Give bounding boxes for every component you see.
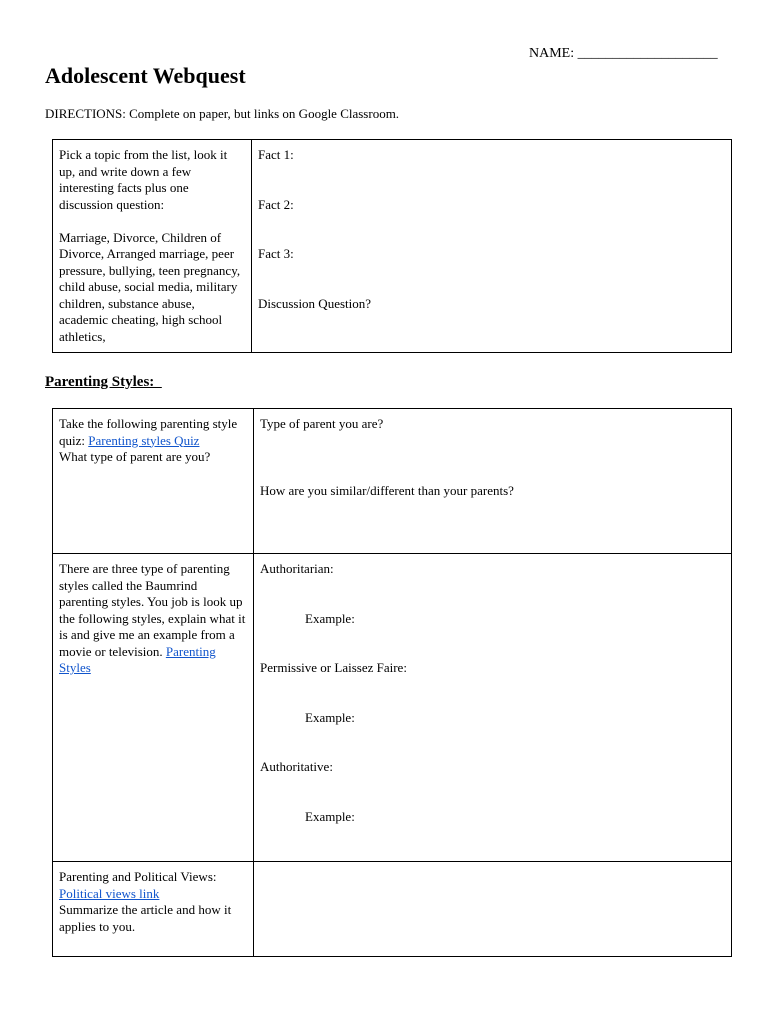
permissive-label: Permissive or Laissez Faire: [260,660,407,675]
fact-1-label: Fact 1: [258,147,294,162]
authoritarian-label: Authoritarian: [260,561,334,576]
political-instructions-cell [53,862,254,957]
type-of-parent-label: Type of parent you are? [260,416,384,431]
fact-2-label: Fact 2: [258,196,294,212]
topics-instructions: Pick a topic from the list, look it up, and write down a few interesting facts plus one discussion question: [59,147,228,212]
similar-different-label: How are you similar/different than your parents? [260,482,514,498]
table-row [53,409,732,554]
political-summary-text: Summarize the article and how it applies to you. [59,902,232,934]
baumrind-instructions: There are three type of parenting styles called the Baumrind parenting styles. You job is look up the following styles, explain what it is and give me an example from a movie or television. [59,561,246,659]
parenting-styles-quiz-link[interactable]: Parenting styles Quiz [88,432,200,448]
discussion-question-label: Discussion Question? [258,295,372,311]
parenting-styles-heading: Parenting Styles: [45,374,162,390]
authoritative-example-label: Example: [305,808,355,824]
quiz-instructions: Take the following parenting style quiz: [59,416,238,448]
political-views-text: Parenting and Political Views: [59,869,217,884]
directions-text: DIRECTIONS: Complete on paper, but links on Google Classroom. [45,106,400,121]
authoritarian-example-label: Example: [305,610,355,626]
political-answer-cell [254,862,732,957]
topics-list: Marriage, Divorce, Children of Divorce, Arranged marriage, peer pressure, bullying, teen pregnancy, child abuse, social media, military children, substance abuse, academic cheating, high school athletics, [59,229,241,344]
political-views-link[interactable]: Political views link [59,885,160,901]
baumrind-instructions-cell [53,554,254,862]
name-field: NAME: ____________________ [529,46,718,61]
quiz-question: What type of parent are you? [59,449,211,464]
table-row [53,862,732,957]
table-row [53,554,732,862]
parenting-table [52,408,732,957]
quiz-answers-cell [254,409,732,554]
page-title: Adolescent Webquest [45,63,246,88]
facts-cell [252,140,732,353]
topics-table [52,139,732,353]
baumrind-answers-cell [254,554,732,862]
parenting-styles-link[interactable]: Parenting Styles [59,643,216,675]
topics-instructions-cell [53,140,252,353]
quiz-instructions-cell [53,409,254,554]
permissive-example-label: Example: [305,709,355,725]
authoritative-label: Authoritative: [260,759,333,774]
fact-3-label: Fact 3: [258,246,294,261]
